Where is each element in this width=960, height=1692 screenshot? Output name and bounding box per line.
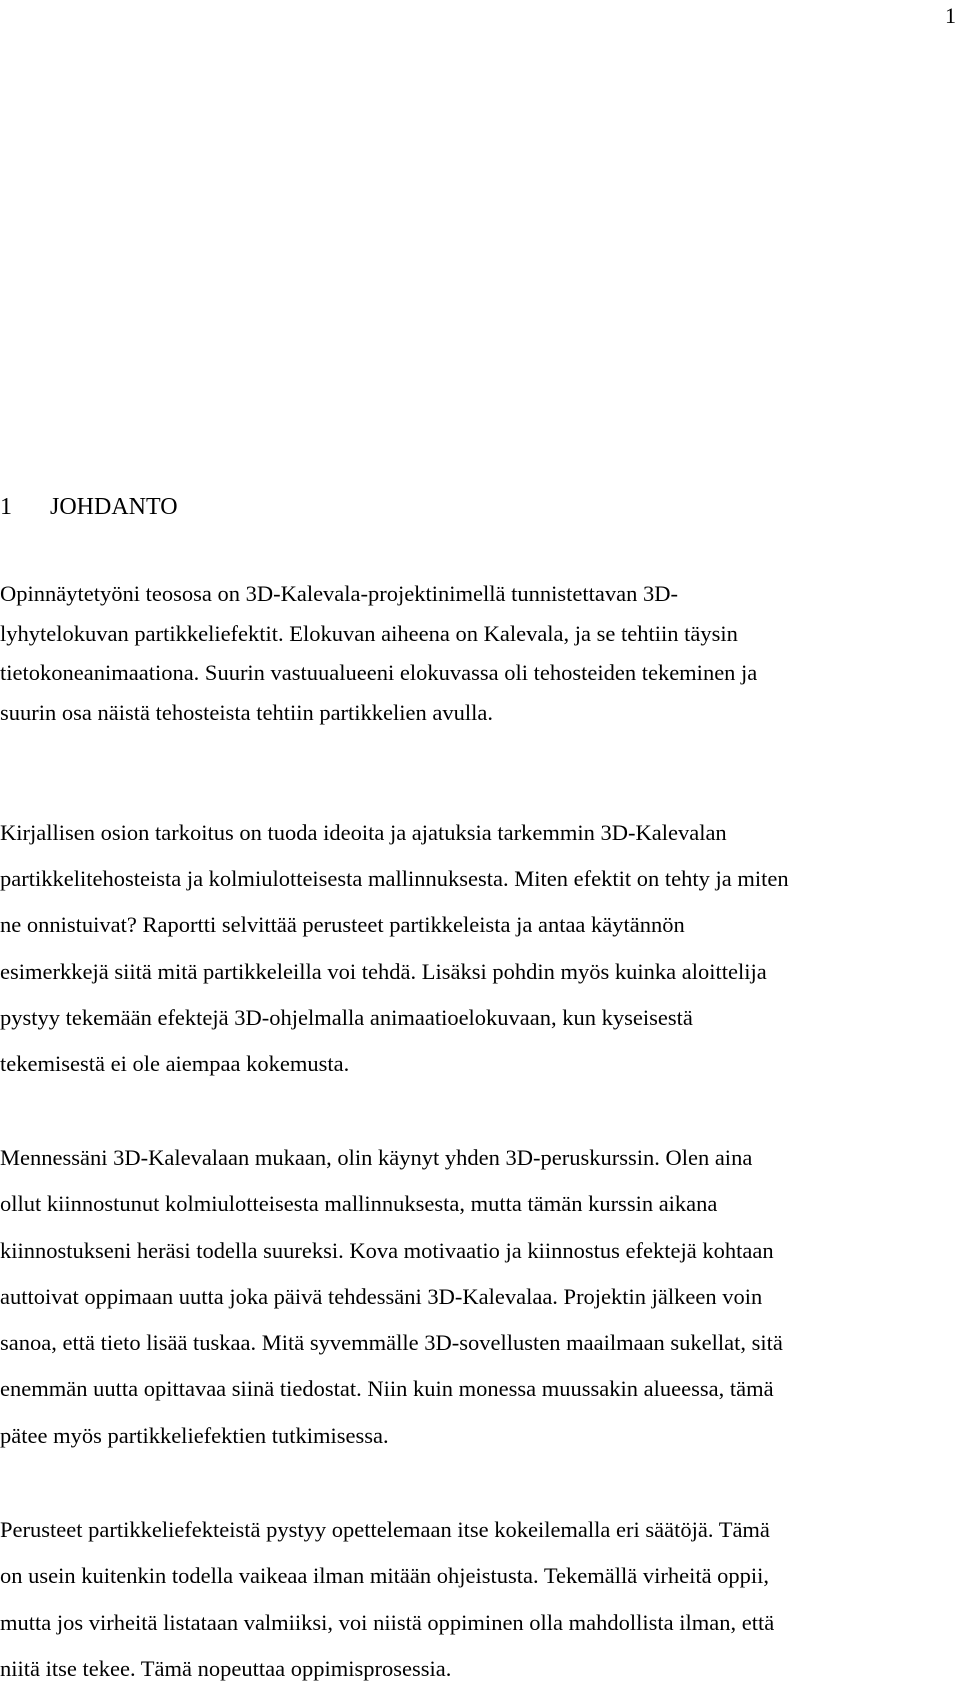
text-line: kiinnostukseni heräsi todella suureksi. Kova motivaatio ja kiinnostus efektejä kohtaan (0, 1237, 774, 1263)
section-heading (0, 492, 178, 522)
text-line: enemmän uutta opittavaa siinä tiedostat. Niin kuin monessa muussakin alueessa, tämä (0, 1376, 774, 1402)
text-line: tekemisestä ei ole aiempaa kokemusta. (0, 1051, 350, 1077)
text-line: pätee myös partikkeliefektien tutkimisessa. (0, 1422, 389, 1448)
text-line: partikkelitehosteista ja kolmiulotteisesta mallinnuksesta. Miten efektit on tehty ja miten (0, 866, 789, 892)
text-line: ollut kiinnostunut kolmiulotteisesta mallinnuksesta, mutta tämän kurssin aikana (0, 1191, 718, 1217)
text-line: mutta jos virheitä listataan valmiiksi, voi niistä oppiminen olla mahdollista ilman, että (0, 1609, 775, 1635)
text-line: tietokoneanimaationa. Suurin vastuualueeni elokuvassa oli tehosteiden tekeminen ja (0, 660, 758, 686)
text-line: Mennessäni 3D-Kalevalaan mukaan, olin käynyt yhden 3D-peruskurssin. Olen aina (0, 1145, 753, 1170)
section-title: JOHDANTO (50, 494, 178, 520)
paragraph (0, 1135, 783, 1459)
text-line: suurin osa näistä tehosteista tehtiin partikkelien avulla. (0, 699, 494, 725)
text-line: Perusteet partikkeliefekteistä pystyy opettelemaan itse kokeilemalla eri säätöjä. Tämä (0, 1517, 770, 1542)
text-line: lyhytelokuvan partikkeliefektit. Elokuvan aiheena on Kalevala, ja se tehtiin täysin (0, 620, 738, 646)
text-line: pystyy tekemään efektejä 3D-ohjelmalla animaatioelokuvaan, kun kyseisestä (0, 1004, 693, 1030)
text-line: ne onnistuivat? Raportti selvittää perusteet partikkeleista ja antaa käytännön (0, 912, 685, 938)
page-number: 1 (945, 3, 956, 28)
paragraph (0, 574, 757, 732)
text-line: niitä itse tekee. Tämä nopeuttaa oppimisprosessia. (0, 1655, 452, 1681)
text-line: Opinnäytetyöni teososa on 3D-Kalevala-projektinimellä tunnistettavan 3D- (0, 581, 678, 606)
text-line: on usein kuitenkin todella vaikeaa ilman mitään ohjeistusta. Tekemällä virheitä oppii, (0, 1563, 770, 1589)
paragraph (0, 1507, 774, 1692)
text-line: auttoivat oppimaan uutta joka päivä tehdessäni 3D-Kalevalaa. Projektin jälkeen voin (0, 1283, 763, 1309)
text-line: Kirjallisen osion tarkoitus on tuoda ideoita ja ajatuksia tarkemmin 3D-Kalevalan (0, 820, 727, 845)
text-line: sanoa, että tieto lisää tuskaa. Mitä syvemmälle 3D-sovellusten maailmaan sukellat, sitä (0, 1330, 783, 1356)
section-number: 1 (0, 494, 12, 520)
paragraph (0, 810, 789, 1087)
text-line: esimerkkejä siitä mitä partikkeleilla voi tehdä. Lisäksi pohdin myös kuinka aloittelija (0, 958, 767, 984)
